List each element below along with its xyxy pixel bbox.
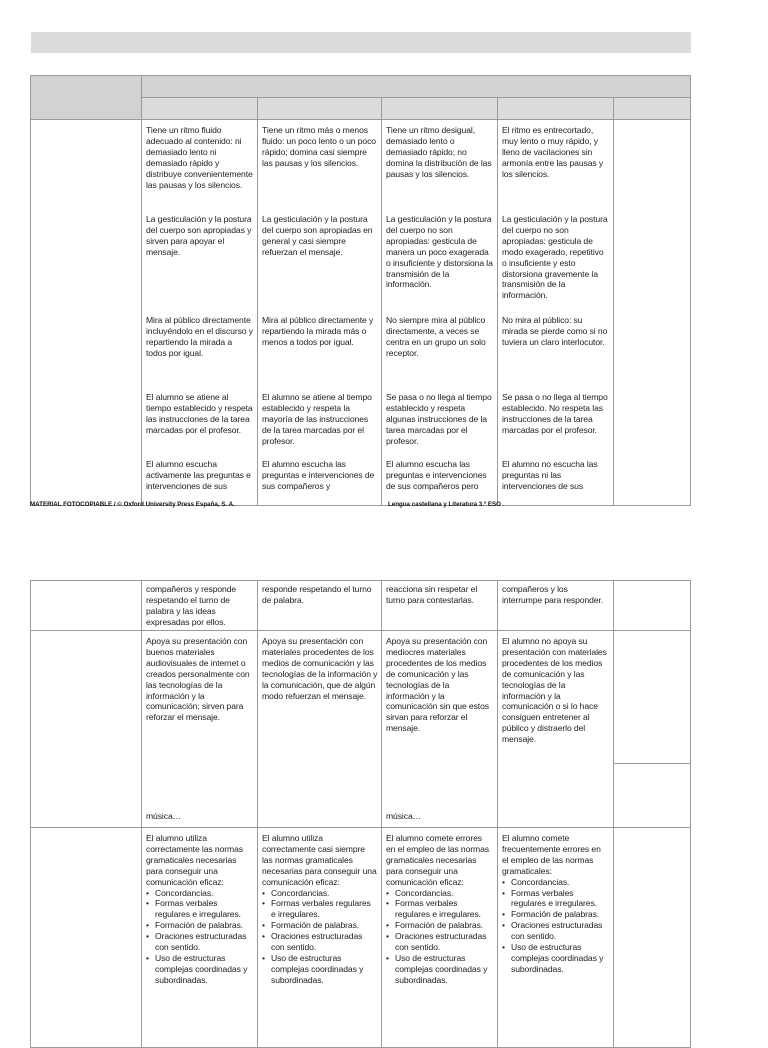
support-cell-2 [258,631,382,828]
gesture-text: La gesticulación y la postura del cuerpo no son apropiadas: gesticula de modo exagerado, repetitivo o insuficiente y esto distorsiona gravemente la transmisión de la información. [502,214,608,301]
rubric-table-page1 [30,75,691,506]
level-header-4 [498,98,614,120]
rubric-table-page2 [30,580,691,1048]
list-item: • Concordancias. [502,877,609,888]
listen-text: El alumno escucha las preguntas e intervenciones de sus compañeros y [262,459,375,491]
criteria-cell [31,631,142,828]
continuation-cell-3: reacciona sin respetar el turno para contestarlas. [382,581,498,631]
score-cell [614,120,691,506]
footer-book-title: Lengua castellana y Literatura 3.º ESO [388,501,501,508]
grammar-intro: El alumno comete errores en el empleo de las normas gramaticales necesarias para conseguir una comunicación eficaz: [386,833,489,887]
grammar-cell-4 [498,828,614,1048]
grammar-intro: El alumno utiliza correctamente las normas gramaticales necesarias para conseguir una comunicación eficaz: [146,833,243,887]
gaze-text: Mira al público directamente incluyéndolo en el discurso y repartiendo la mirada a todos por igual. [146,315,253,358]
rhythm-text: El ritmo es entrecortado, muy lento o muy rápido, y lleno de vacilaciones sin armonía entre las pausas y los silencios. [502,125,604,179]
criteria-cell [31,581,142,631]
grammar-list [262,888,377,986]
support-text: Apoya su presentación con mediocres materiales procedentes de los medios de comunicación y las tecnologías de la información y la comunicación sin que estos sirvan para reforzar el mensaje. [386,636,489,734]
gesture-text: La gesticulación y la postura del cuerpo son apropiadas en general y casi siempre refuerzan el mensaje. [262,214,373,257]
listen-text: El alumno escucha activamente las preguntas e intervenciones de sus [146,459,251,491]
music-text: música… [386,811,422,821]
rhythm-text: Tiene un ritmo desigual, demasiado lento o demasiado rápido; no domina la distribución de las pausas y los silencios. [386,125,492,179]
list-item: • Formación de palabras. [386,920,493,931]
footer-copyright: MATERIAL FOTOCOPIABLE / © Oxford University Press España, S. A. [30,501,235,508]
list-item: • Formación de palabras. [502,909,609,920]
level-cell-1 [142,120,258,506]
list-item: • Formas verbales regulares e irregulares. [386,898,493,920]
time-text: Se pasa o no llega al tiempo establecido. No respeta las instrucciones de la tarea marcadas por el profesor. [502,392,608,435]
criteria-cell [31,120,142,506]
support-text: Apoya su presentación con materiales procedentes de los medios de comunicación y las tecnologías de la información y la comunicación, que de algún modo refuerzan el mensaje. [262,636,378,701]
page-title-bar [31,32,691,53]
grammar-cell-3 [382,828,498,1048]
score-cell [614,828,691,1048]
music-text: música… [146,811,182,821]
gesture-text: La gesticulación y la postura del cuerpo no son apropiadas: gesticula de manera un poco exagerada o insuficiente y distorsiona la transmisión de la información. [386,214,493,290]
support-text: Apoya su presentación con buenos materiales audiovisuales de internet o creados personalmente con las tecnologías de la información y la comunicación; sirven para reforzar el mensaje. [146,636,250,723]
grammar-intro: El alumno utiliza correctamente casi siempre las normas gramaticales necesarias para conseguir una comunicación eficaz: [262,833,377,887]
list-item: • Concordancias. [262,888,377,899]
support-cell-1 [142,631,258,828]
support-cell-4 [498,631,614,828]
list-item: • Uso de estructuras complejas coordinadas y subordinadas. [146,953,253,986]
time-text: El alumno se atiene al tiempo establecido y respeta la mayoría de las instrucciones de la tarea marcadas por el profesor. [262,392,372,446]
list-item: • Concordancias. [386,888,493,899]
gesture-text: La gesticulación y la postura del cuerpo son apropiadas y sirven para apoyar el mensaje. [146,214,252,257]
level-header-2 [258,98,382,120]
level-cell-2 [258,120,382,506]
time-text: El alumno se atiene al tiempo establecido y respeta las instrucciones de la tarea marcadas por el profesor. [146,392,253,435]
continuation-cell-1: compañeros y responde respetando el turno de palabra y las ideas expresadas por ellos. [142,581,258,631]
criteria-cell [31,828,142,1048]
support-cell-3 [382,631,498,828]
list-item: • Concordancias. [146,888,253,899]
rhythm-text: Tiene un ritmo más o menos fluido: un poco lento o un poco rápido; domina casi siempre las pausas y los silencios. [262,125,376,168]
level-cell-4 [498,120,614,506]
levels-header-cell [142,76,691,98]
time-text: Se pasa o no llega al tiempo establecido y respeta algunas instrucciones de la tarea marcadas por el profesor. [386,392,492,446]
gaze-text: No mira al público: su mirada se pierde como si no tuviera un claro interlocutor. [502,315,608,347]
level-header-1 [142,98,258,120]
level-header-3 [382,98,498,120]
list-item: • Uso de estructuras complejas coordinadas y subordinadas. [502,942,609,975]
score-divider [614,763,690,764]
list-item: • Oraciones estructuradas con sentido. [502,920,609,942]
level-cell-3 [382,120,498,506]
list-item: • Uso de estructuras complejas coordinadas y subordinadas. [386,953,493,986]
gaze-text: No siempre mira al público directamente, a veces se centra en un grupo un solo receptor. [386,315,486,358]
grammar-intro: El alumno comete frecuentemente errores en el empleo de las normas gramaticales: [502,833,601,876]
grammar-cell-1 [142,828,258,1048]
list-item: • Uso de estructuras complejas coordinadas y subordinadas. [262,953,377,986]
list-item: • Oraciones estructuradas con sentido. [146,931,253,953]
continuation-cell-2: responde respetando el turno de palabra. [258,581,382,631]
list-item: • Formación de palabras. [262,920,377,931]
score-header [614,98,691,120]
grammar-list [146,888,253,986]
rhythm-text: Tiene un ritmo fluido adecuado al contenido: ni demasiado lento ni demasiado rápido y distribuye convenientemente las pausas y los silencios. [146,125,253,190]
grammar-list [502,877,609,975]
continuation-cell-4: compañeros y los interrumpe para responder. [498,581,614,631]
list-item: • Formas verbales regulares e irregulares. [146,898,253,920]
grammar-list [386,888,493,986]
list-item: • Formas verbales regulares e irregulares. [262,898,377,920]
listen-text: El alumno no escucha las preguntas ni las intervenciones de sus [502,459,598,491]
grammar-cell-2 [258,828,382,1048]
listen-text: El alumno escucha las preguntas e intervenciones de sus compañeros pero [386,459,487,491]
gaze-text: Mira al público directamente y repartiendo la mirada más o menos a todos por igual. [262,315,374,347]
support-text: El alumno no apoya su presentación con materiales procedentes de los medios de comunicación y las tecnologías de la información y la comunicación o si lo hace consiguen entretener al público y distraerlo del mensaje. [502,636,607,745]
list-item: • Formas verbales regulares e irregulares. [502,888,609,910]
score-cell [614,631,691,828]
criteria-header-cell [31,76,142,120]
list-item: • Oraciones estructuradas con sentido. [386,931,493,953]
list-item: • Oraciones estructuradas con sentido. [262,931,377,953]
list-item: • Formación de palabras. [146,920,253,931]
score-cell [614,581,691,631]
